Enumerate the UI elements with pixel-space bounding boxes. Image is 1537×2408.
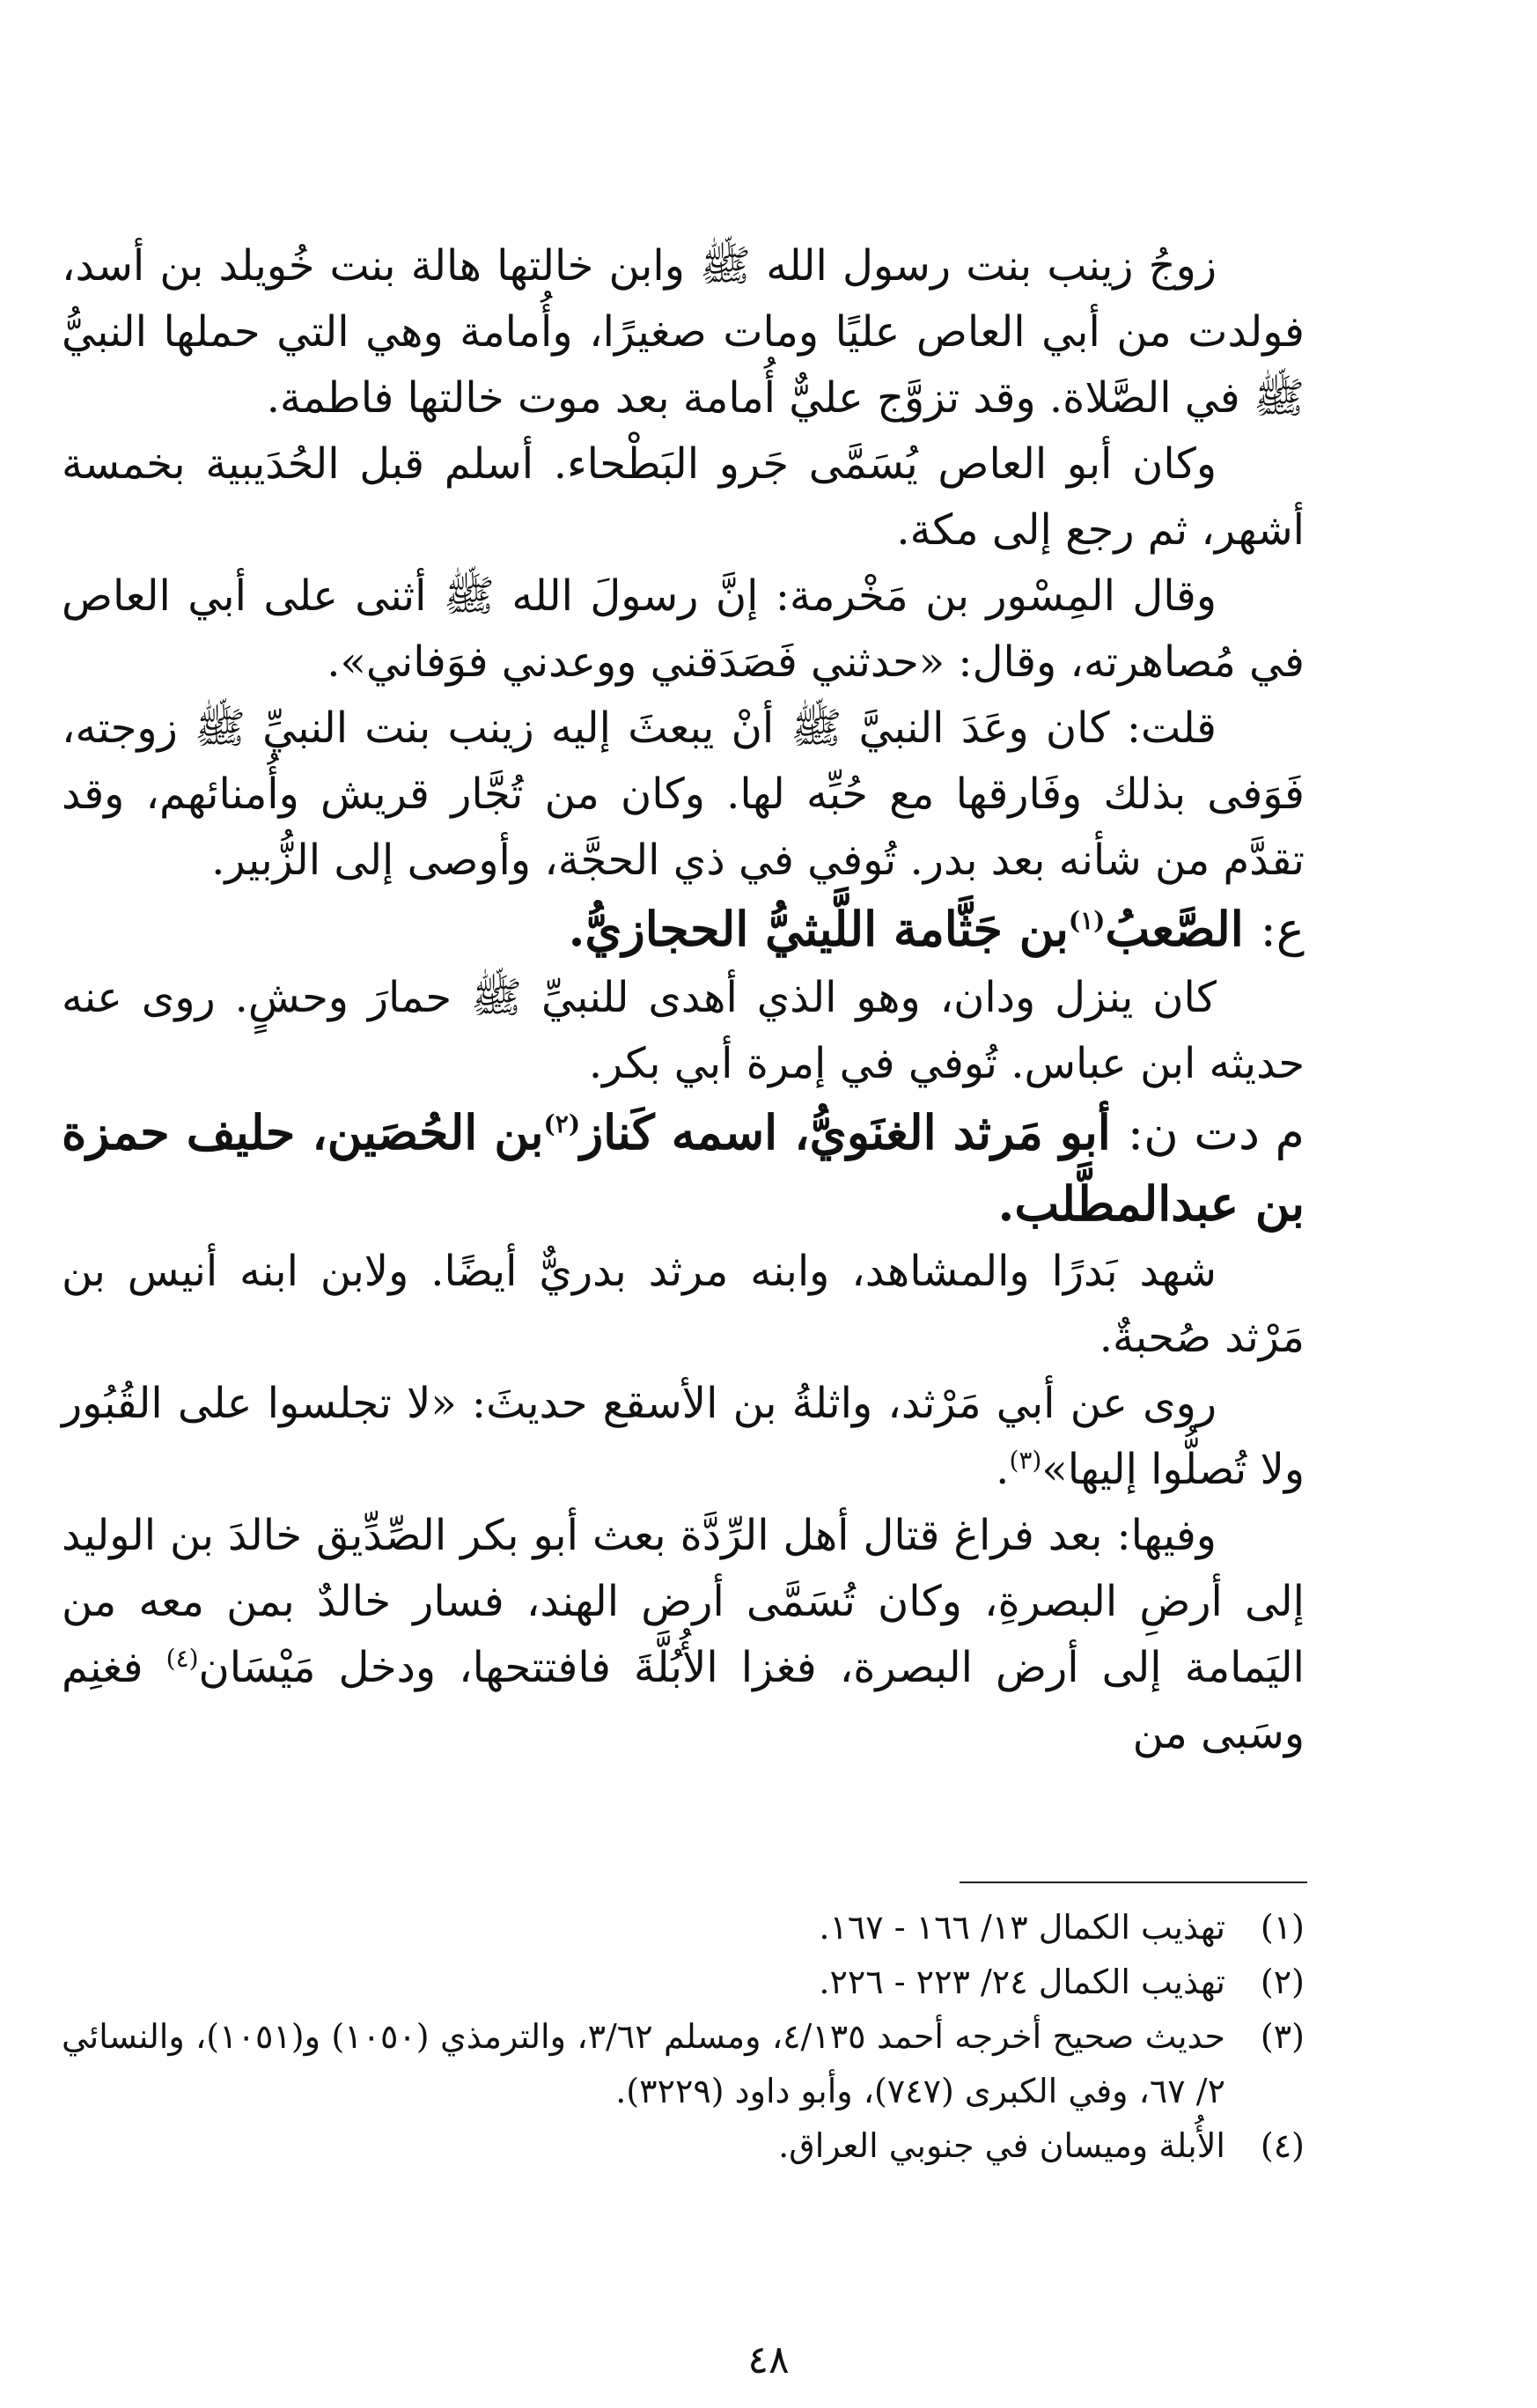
footnote-ref: (٣): [1009, 1446, 1042, 1475]
main-text: [62, 233, 1305, 1767]
heading-rest: بن الحُصَين، حليف حمزة بن عبدالمطَّلب.: [62, 1104, 1305, 1232]
heading-name: أبو مَرثد الغنَويُّ، اسمه كَناز: [580, 1104, 1111, 1160]
biography-heading: [62, 894, 1305, 965]
sigla: ع:: [1260, 902, 1305, 957]
paragraph-end: .: [996, 1445, 1010, 1494]
biography-heading: [62, 1097, 1305, 1239]
footnotes: [62, 1900, 1305, 2173]
footnote-text: تهذيب الكمال ٢٤/ ٢٢٣ - ٢٢٦.: [819, 1962, 1225, 2001]
paragraph-text: فغنِم وسَبى من: [62, 1643, 1305, 1758]
footnote-ref: (٤): [165, 1644, 199, 1673]
footnote-number: (٣): [1260, 2017, 1305, 2056]
sigla: م دت ن:: [1127, 1105, 1305, 1160]
footnote-divider: [960, 1881, 1307, 1883]
paragraph-text: وفيها: بعد فراغ قتال أهل الرِّدَّة بعث أبو بكر الصِّدِّيق خالدَ بن الوليد إلى أرضِ البصرةِ، وكان تُسَمَّى أرض الهند، فسار خالدٌ بمن معه من اليَمامة إلى أرض البصرة، فغزا الأُبُلَّةَ فافتتحها، ودخل مَيْسَان: [62, 1511, 1305, 1692]
page-number: ٤٨: [747, 2338, 790, 2382]
paragraph: زوجُ زينب بنت رسول الله ﷺ وابن خالتها هالة بنت خُويلد بن أسد، فولدت من أبي العاص عليًا ومات صغيرًا، وأُمامة وهي التي حملها النبيُّ ﷺ في الصَّلاة. وقد تزوَّج عليٌّ أُمامة بعد موت خالتها فاطمة.: [62, 241, 1305, 423]
footnote-text: تهذيب الكمال ١٣/ ١٦٦ - ١٦٧.: [819, 1908, 1225, 1947]
heading-name: الصَّعبُ: [1105, 901, 1244, 957]
paragraph: شهد بَدرًا والمشاهد، وابنه مرثد بدريٌّ أيضًا. ولابن ابنه أنيس بن مَرْثد صُحبةٌ.: [62, 1247, 1305, 1362]
footnote-number: (١): [1260, 1908, 1305, 1947]
footnote: [62, 2118, 1305, 2173]
paragraph: قلت: كان وعَدَ النبيَّ ﷺ أنْ يبعثَ إليه زينب بنت النبيِّ ﷺ زوجته، فَوَفى بذلك وفَارقها مع حُبِّه لها. وكان من تُجَّار قريش وأُمنائهم، وقد تقدَّم من شأنه بعد بدر. تُوفي في ذي الحجَّة، وأوصى إلى الزُّبير.: [62, 703, 1305, 885]
paragraph: وكان أبو العاص يُسَمَّى جَرو البَطْحاء. أسلم قبل الحُدَيبية بخمسة أشهر، ثم رجع إلى مكة.: [62, 439, 1305, 555]
footnote-ref: (٢): [543, 1109, 581, 1138]
heading-rest: بن جَثَّامة اللَّيثيُّ الحجازيُّ.: [568, 901, 1069, 957]
footnote: [62, 1955, 1305, 2009]
paragraph: [62, 1371, 1305, 1503]
footnote: [62, 2009, 1305, 2118]
paragraph: وقال المِسْور بن مَخْرمة: إنَّ رسولَ الله ﷺ أثنى على أبي العاص في مُصاهرته، وقال: «حدثني فَصَدَقني ووعدني فوَفاني».: [62, 571, 1305, 687]
footnote: [62, 1900, 1305, 1955]
paragraph: [62, 1503, 1305, 1767]
footnote-text: الأُبلة وميسان في جنوبي العراق.: [778, 2126, 1225, 2165]
footnote-number: (٢): [1260, 1962, 1305, 2001]
footnote-text: حديث صحيح أخرجه أحمد ٤/١٣٥، ومسلم ٣/٦٢، والترمذي (١٠٥٠) و(١٠٥١)، والنسائي ٢/ ٦٧، وفي الكبرى (٧٤٧)، وأبو داود (٣٢٢٩).: [62, 2017, 1225, 2110]
footnote-number: (٤): [1260, 2126, 1305, 2165]
paragraph: كان ينزل ودان، وهو الذي أهدى للنبيِّ ﷺ حمارَ وحشٍ. روى عنه حديثه ابن عباس. تُوفي في إمرة أبي بكر.: [62, 973, 1305, 1088]
paragraph-text: روى عن أبي مَرْثد، واثلةُ بن الأسقع حديثَ: «لا تجلسوا على القُبُور ولا تُصلُّوا إليها»: [62, 1379, 1305, 1494]
footnote-ref: (١): [1068, 906, 1106, 935]
